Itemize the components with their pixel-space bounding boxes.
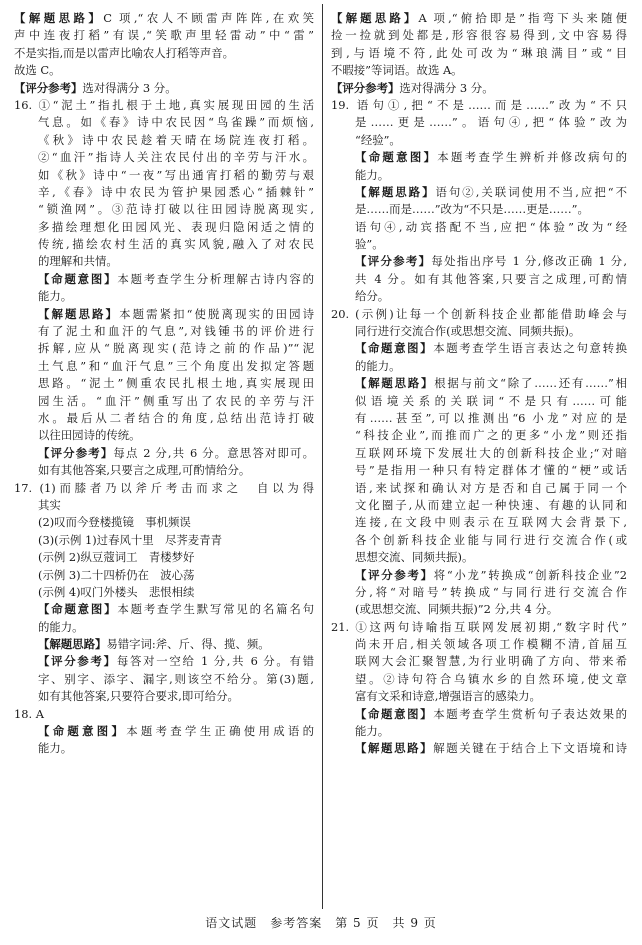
page-footer: 语文试题 参考答案 第 5 页 共 9 页 xyxy=(205,916,437,930)
text-line: 19. 语句①,把“不是……而是……”改为“不只 xyxy=(331,97,627,112)
section-tag: 【命题意图】 xyxy=(38,602,118,617)
text-line: 【评分参考】每点 2 分,共 6 分。意思答对即可。 xyxy=(38,445,314,460)
text-line: 有了泥土和血汗的气息”,对钱锺书的评价进行 xyxy=(38,324,314,339)
section-tag: 【评分参考】 xyxy=(331,80,400,95)
section-tag: 【命题意图】 xyxy=(38,724,127,739)
text-line: 给分。 xyxy=(355,289,390,304)
text-line: 互联网环境下发展壮大的创新科技企业;“对暗 xyxy=(355,445,627,460)
text-line: 18. A xyxy=(14,706,44,721)
text-line: 尚未开启,相关领域各项工作模糊不清,首届互 xyxy=(355,637,627,652)
text-line: 语,来试探和确认对方是否和自己属于同一个 xyxy=(355,480,627,495)
text-line: 【评分参考】将“小龙”转换成“创新科技企业”2 xyxy=(355,567,627,582)
section-tag: 【解题思路】 xyxy=(355,376,435,391)
text-line: 16. ①“泥土”指扎根于土地,真实展现田园的生活 xyxy=(14,97,314,112)
text-line: 21. ①这两句诗喻指互联网发展初期,“数字时代” xyxy=(331,619,627,634)
text-line: 思路。“泥土”侧重农民扎根土地,真实展现田 xyxy=(38,376,314,391)
text-line: 气息。如《春》诗中农民因“鸟雀躁”而烦恼, xyxy=(38,115,314,130)
text-line: (示例 2)纵豆蔻词工 青楼梦好 xyxy=(38,550,195,565)
section-tag: 【评分参考】 xyxy=(355,567,434,582)
text-line: 到,与语境不符,此处可改为“琳琅满目”或“目 xyxy=(331,45,627,60)
text-line: 语句④,动宾搭配不当,应把“体验”改为“经 xyxy=(355,219,627,234)
text-line: 是……更是……”。语句④,把“体验”改为 xyxy=(355,115,627,130)
section-tag: 【解题思路】 xyxy=(38,306,120,321)
text-line: 《秋》诗中农民趁着天晴在场院连夜打稻。 xyxy=(38,132,314,147)
text-line: (2)叹而今登楼揽镜 事机频误 xyxy=(38,515,191,530)
text-line: 分,将“对暗号”转换成“与同行进行交流合作 xyxy=(355,584,627,599)
text-line: 【解题思路】语句②,关联词使用不当,应把“不 xyxy=(355,184,627,199)
section-tag: 【评分参考】 xyxy=(14,80,83,95)
text-line: 其实 xyxy=(38,497,61,512)
text-line: 【解题思路】解题关键在于结合上下文语境和诗 xyxy=(355,741,627,756)
text-line: 土气息”和“血汗气息”三个角度出发拟定答题 xyxy=(38,358,314,373)
column-divider xyxy=(322,4,323,909)
text-line: 能力。 xyxy=(355,724,390,739)
text-line: 【命题意图】本题考查学生分析理解古诗内容的 xyxy=(38,271,314,286)
right-column xyxy=(331,10,627,758)
text-line: 能力。 xyxy=(38,289,73,304)
text-line: 共 4 分。如有其他答案,只要言之成理,可酌情 xyxy=(355,271,627,286)
section-tag: 【解题思路】 xyxy=(38,637,107,652)
text-line: 的能力。 xyxy=(38,619,84,634)
text-line: 【命题意图】本题考查学生辨析并修改病句的 xyxy=(355,150,627,165)
section-tag: 【命题意图】 xyxy=(355,150,438,165)
text-line: 声中连夜打稻”有误,“笑歌声里轻雷动”中“雷” xyxy=(14,28,314,43)
text-line: 【命题意图】本题考查学生默写常见的名篇名句 xyxy=(38,602,314,617)
text-line: (示例 4)叹门外楼头 悲恨相续 xyxy=(38,584,195,599)
text-line: 思想交流、同频共振)。 xyxy=(355,550,474,565)
text-line: 有……甚至”,可以推测出“6 小龙”对应的是 xyxy=(355,410,627,425)
text-line: 【解题思路】C 项,“农人不顾雷声阵阵,在欢笑 xyxy=(14,11,314,25)
text-line: 富有文采和诗意,增强语言的感染力。 xyxy=(355,689,541,704)
text-line: 水。最后从二者结合的角度,总结出范诗打破 xyxy=(38,410,314,425)
text-line: 如《秋》诗中“一夜”写出通宵打稻的勤劳与艰 xyxy=(38,167,314,182)
text-line: 似语境关系的关联词“不是只有……可能 xyxy=(355,393,627,408)
text-line: 【评分参考】选对得满分 3 分。 xyxy=(14,80,177,95)
text-line: 辛,《春》诗中农民为管护果园悉心“插棘针” xyxy=(38,184,314,199)
text-line: 字、别字、添字、漏字,则该空不给分。第(3)题, xyxy=(38,671,314,686)
text-line: 号”是指用一种只有特定群体才懂的“梗”或话 xyxy=(355,463,627,478)
text-line: 各个创新科技企业能与同行进行交流合作(或 xyxy=(355,532,627,547)
text-line: 【解题思路】A 项,“俯拾即是”指弯下头来随便 xyxy=(331,11,627,25)
text-line: 园生活。“血汗”侧重写出了农民的辛劳与汗 xyxy=(38,393,314,408)
text-line: 【评分参考】每处指出序号 1 分,修改正确 1 分, xyxy=(355,254,627,269)
text-line: 【解题思路】本题需紧扣“使脱离现实的田园诗 xyxy=(38,306,314,321)
section-tag: 【解题思路】 xyxy=(355,741,434,756)
section-tag: 【解题思路】 xyxy=(355,184,436,199)
text-line: 捡一捡就到处都是,形容很容易得到,文中容易得 xyxy=(331,28,627,43)
text-line: 如有其他答案,只要言之成理,可酌情给分。 xyxy=(38,463,251,478)
text-line: 连接,在文段中则表示在互联网大会背景下, xyxy=(355,515,627,530)
section-tag: 【解题思路】 xyxy=(14,11,104,25)
text-line: 20. (示例)让每一个创新科技企业都能借助峰会与 xyxy=(331,306,627,321)
text-line: (3)(示例 1)过春风十里 尽荠麦青青 xyxy=(38,532,222,547)
left-column xyxy=(14,10,314,758)
text-line: 的能力。 xyxy=(355,358,401,373)
text-line: “科技企业”,而推而广之的更多“小龙”则还指 xyxy=(355,428,627,443)
text-line: (示例 3)二十四桥仍在 波心荡 xyxy=(38,567,195,582)
text-line: 【解题思路】根据与前文“除了……还有……”相 xyxy=(355,376,627,391)
section-tag: 【命题意图】 xyxy=(355,341,434,356)
text-line: 故选 C。 xyxy=(14,63,61,78)
text-line: 同行进行交流合作(或思想交流、同频共振)。 xyxy=(355,324,581,339)
text-line: “经验”。 xyxy=(355,132,401,147)
text-line: “锁渔网”。③范诗打破以往田园诗脱离现实, xyxy=(38,202,314,217)
text-line: 能力。 xyxy=(38,741,73,756)
text-line: 17. (1)而膝者乃以斧斤考击而求之 自以为得 xyxy=(14,480,314,495)
section-tag: 【命题意图】 xyxy=(38,271,118,286)
text-line: 文化圈子,从而建立起一种快速、有趣的认同和 xyxy=(355,497,627,512)
section-tag: 【解题思路】 xyxy=(331,11,419,25)
text-line: 能力。 xyxy=(355,167,390,182)
text-line: 的理解和共情。 xyxy=(38,254,118,269)
text-line: ②“血汗”指诗人关注农民付出的辛劳与汗水。 xyxy=(38,150,314,165)
text-line: 【命题意图】本题考查学生正确使用成语的 xyxy=(38,724,314,739)
text-line: 验”。 xyxy=(355,237,384,252)
section-tag: 【评分参考】 xyxy=(38,654,117,669)
section-tag: 【评分参考】 xyxy=(38,445,114,460)
text-line: 传统,描绘农村生活的真实风貌,融入了对农民 xyxy=(38,237,314,252)
text-line: 如有其他答案,只要符合要求,即可给分。 xyxy=(38,689,239,704)
text-line: 以往田园诗的传统。 xyxy=(38,428,141,443)
text-line: 联网大会汇聚智慧,为行业明确了方向、带来希 xyxy=(355,654,627,669)
text-line: 【命题意图】本题考查学生赏析句子表达效果的 xyxy=(355,706,627,721)
text-line: 【评分参考】每答对一空给 1 分,共 6 分。有错 xyxy=(38,654,314,669)
text-line: 是……而是……”改为“不只是……更是……”。 xyxy=(355,202,589,217)
text-line: 多描绘理想化田园风光、表现归隐闲适之情的 xyxy=(38,219,314,234)
text-line: 【评分参考】选对得满分 3 分。 xyxy=(331,80,494,95)
text-line: (或思想交流、同频共振)”2 分,共 4 分。 xyxy=(355,602,559,617)
section-tag: 【命题意图】 xyxy=(355,706,434,721)
text-line: 【解题思路】易错字词:斧、斤、得、揽、频。 xyxy=(38,637,270,652)
text-line: 不是实指,而是以雷声比喻农人打稻等声音。 xyxy=(14,45,235,60)
section-tag: 【评分参考】 xyxy=(355,254,432,269)
text-line: 【命题意图】本题考查学生语言表达之句意转换 xyxy=(355,341,627,356)
text-line: 不暇接”等词语。故选 A。 xyxy=(331,63,463,78)
text-line: 拆解,应从“脱离现实(范诗之前的作品)”“泥 xyxy=(38,341,314,356)
text-line: 望。②诗句符合乌镇水乡的自然环境,使文章 xyxy=(355,671,627,686)
